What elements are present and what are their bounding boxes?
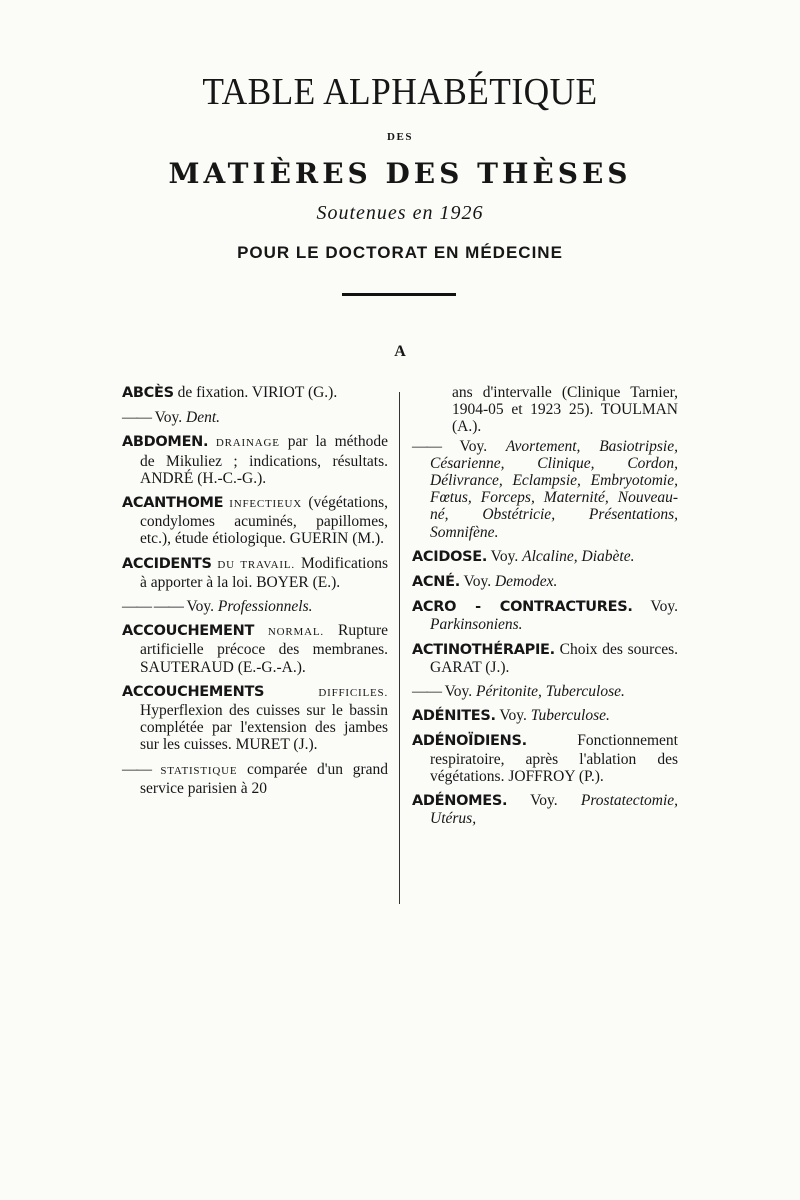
left-column [122,384,388,804]
entry-text: Rupture artificielle précoce des membranes. SAUTERAUD (E.-G.-A.). [140,622,388,676]
entry-headword: ADÉNOMES. [412,793,508,810]
page-title: TABLE ALPHABÉTIQUE [202,71,598,113]
column-divider [399,392,400,904]
entry-text: Voy. [495,707,531,725]
index-entry [122,555,388,591]
entry-text: Choix des sources. GARAT (J.). [430,640,678,676]
entry-reference: Professionnels. [217,598,313,616]
subtitle-year: Soutenues en 1926 [316,202,484,224]
entry-smallcaps: DU TRAVAIL. [211,558,295,571]
entry-text: Voy. [507,792,581,810]
index-entry [122,598,388,615]
entry-headword: ACRO - CONTRACTURES. [412,599,633,616]
entry-smallcaps: NORMAL. [254,626,324,639]
index-entry [412,707,678,725]
entry-text: Hyperflexion des cuisses sur le bassin complétée par l'extension des jambes sur les cuisses. MURET (J.). [140,702,388,754]
entry-reference: Péritonite, Tuberculose. [476,683,625,701]
entry-dash: —— [122,760,151,778]
section-letter: A [394,343,406,360]
entry-headword: ABCÈS [122,385,174,401]
entry-headword: ACNÉ. [412,574,460,591]
index-entry [412,792,678,827]
index-entry [412,732,678,785]
entry-headword: ADÉNITES. [412,708,496,725]
entry-text: ans d'intervalle (Clinique Tarnier, 1904-05 et 1923 25). TOULMAN (A.). [452,384,678,436]
entry-text: par la méthode de Mikuliez ; indications, résultats. ANDRÉ (H.-C.-G.). [140,433,388,487]
entry-headword: ACIDOSE. [412,548,488,565]
entry-smallcaps: DRAINAGE [208,437,280,450]
entry-reference: Avortement, Basiotripsie, Césarienne, Clinique, Cordon, Délivrance, Eclampsie, Embryotomie, Fœtus, Forceps, Maternité, Nouveau-né, Obstétricie, Présentations, Somnifène. [430,437,678,541]
entry-text: de fixation. VIRIOT (G.). [173,384,338,401]
index-entry [412,548,678,566]
entry-text: Voy. [487,547,523,565]
entry-reference: Prostatectomie, Utérus, [430,792,678,828]
entry-text: Voy. [441,683,477,701]
entry-smallcaps: STATISTIQUE [151,764,238,777]
entry-text: Voy. [182,598,218,616]
entry-text: Voy. [151,409,187,427]
index-entry [122,433,388,487]
entry-smallcaps: DIFFICILES. [264,686,388,699]
index-entry [412,641,678,676]
index-entry [412,598,678,633]
entry-headword: ACCOUCHEMENT [122,623,255,640]
right-column [412,384,678,834]
index-entry [412,683,678,700]
entry-dash: —— [412,437,441,455]
entry-text: comparée d'un grand service parisien à 20 [140,760,388,797]
entry-text: Fonctionnement respiratoire, après l'ablation des végétations. JOFFROY (P.). [430,732,678,785]
entry-headword: ACTINOTHÉRAPIE. [412,641,555,658]
entry-reference: Dent. [186,409,221,427]
index-entry [412,573,678,591]
entry-dash: —— [122,409,151,427]
entry-headword: ACCIDENTS [122,555,212,572]
entry-headword: ACANTHOME [122,495,224,512]
index-entry [412,384,678,436]
subtitle-doctorat: POUR LE DOCTORAT EN MÉDECINE [237,243,563,262]
index-entry [122,494,388,548]
index-entry [122,409,388,426]
title-rule [342,293,456,296]
entry-text: Voy. [632,598,678,616]
entry-smallcaps: INFECTIEUX [223,498,303,511]
entry-reference: Parkinsoniens. [430,616,523,634]
index-entry [412,438,678,541]
subtitle-matieres: MATIÈRES DES THÈSES [168,157,632,190]
entry-text: Modifications à apporter à la loi. BOYER (E.). [140,554,388,591]
entry-dash: —— —— [122,598,183,616]
entry-reference: Tuberculose. [530,707,610,725]
entry-reference: Demodex. [494,573,558,591]
entry-dash: —— [412,683,441,701]
index-entry [122,761,388,797]
index-entry [122,622,388,676]
entry-text: (végétations, condylomes acuminés, papillomes, etc.), étude étiologique. GUERIN (M.). [140,494,388,548]
entry-reference: Alcaline, Diabète. [522,547,635,565]
entry-headword: ADÉNOÏDIENS. [412,733,527,750]
subtitle-des: DES [387,131,413,143]
entry-headword: ACCOUCHEMENTS [122,683,265,700]
index-entry [122,683,388,754]
entry-text: Voy. [459,573,495,591]
entry-text: Voy. [441,437,506,455]
index-entry [122,384,388,402]
entry-headword: ABDOMEN. [122,434,209,451]
